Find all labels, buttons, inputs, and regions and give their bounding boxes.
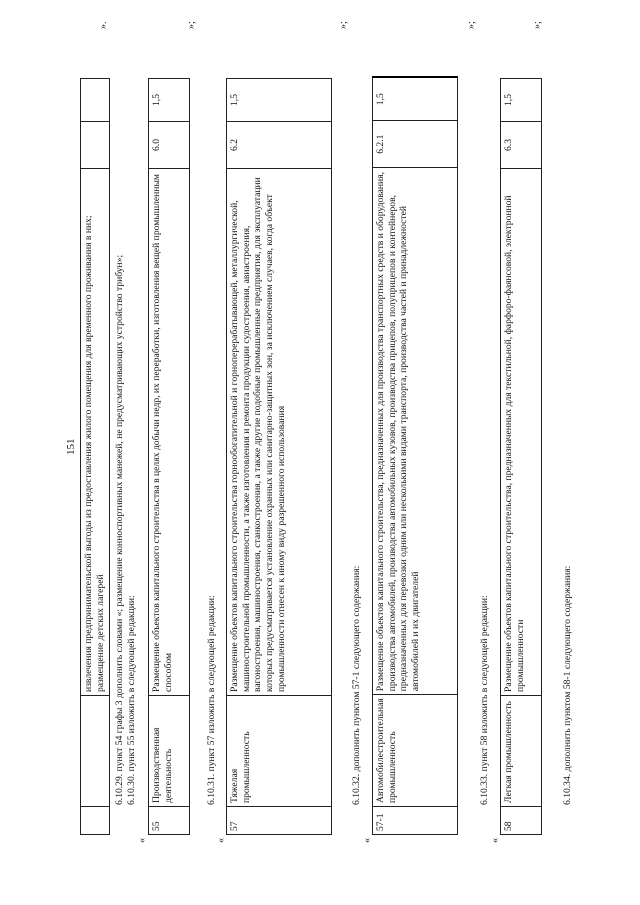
quote-open: « [490, 838, 501, 843]
table-row-57 [226, 78, 332, 835]
cell-code: 6.2 [227, 122, 332, 169]
cell-name-empty [81, 696, 110, 807]
paragraph-6-10-32: 6.10.32. дополнить пунктом 57-1 следующего содержания: [351, 565, 362, 805]
page-number: 151 [65, 438, 77, 455]
table-row [81, 79, 110, 835]
cell-desc: Размещение объектов капитального строительства в целях добычи недр, их переработки, изготовления вещей промышленным способом [149, 169, 190, 696]
table-row [227, 79, 332, 835]
table-row-58 [500, 78, 542, 835]
quote-close: »; [466, 21, 477, 29]
cell-code: 6.3 [501, 122, 542, 169]
cell-value: 1,5 [373, 77, 458, 121]
cell-name: Производственная деятельность [149, 696, 190, 807]
cell-value: 1,5 [227, 79, 332, 122]
cell-value: 1,5 [501, 79, 542, 122]
quote-close: »; [338, 21, 349, 29]
table-row-57-1 [372, 76, 458, 835]
table-row [149, 79, 190, 835]
cell-name: Тяжелая промышленность [227, 696, 332, 807]
quote-close: ». [98, 21, 109, 29]
paragraph-6-10-33: 6.10.33. пункт 58 изложить в следующей редакции: [479, 595, 490, 805]
cell-value-empty [81, 79, 110, 122]
paragraph-6-10-34: 6.10.34. дополнить пунктом 58-1 следующего содержания: [562, 565, 573, 805]
cell-value: 1,5 [149, 79, 190, 122]
cell-num: 58 [501, 807, 542, 835]
quote-close: »; [186, 21, 197, 29]
cell-desc: Размещение объектов капитального строительства, предназначенных для производства транспортных средств и оборудования, производства автомобилей, производства автомобильных кузовов, производства прицепов, полуприцепов и контейнеров, предназначенных для перевозки одним или несколькими видами транспорта, производства частей и принадлежностей автомобилей и их двигателей [373, 168, 458, 695]
quote-open: « [362, 838, 373, 843]
cell-desc: извлечения предпринимательской выгоды из предоставления жилого помещения для временного проживания в них; размещение детских лагерей [81, 169, 110, 696]
table-row [501, 79, 542, 835]
cell-code: 6.0 [149, 122, 190, 169]
quote-close: »; [532, 21, 543, 29]
quote-open: « [216, 838, 227, 843]
cell-num: 57 [227, 807, 332, 835]
paragraph-6-10-31: 6.10.31. пункт 57 изложить в следующей редакции: [206, 595, 217, 805]
paragraph-6-10-29: 6.10.29. пункт 54 графы 3 дополнить словами «; размещение конноспортивных манежей, не предусматривающих устройство трибун»; [114, 254, 125, 805]
paragraph-6-10-30: 6.10.30. пункт 55 изложить в следующей редакции: [126, 595, 137, 805]
quote-open: « [137, 838, 148, 843]
table-row [373, 77, 458, 834]
cell-code: 6.2.1 [373, 121, 458, 168]
table-continuation [80, 78, 110, 835]
table-row-55 [148, 78, 190, 835]
cell-num: 57-1 [373, 807, 458, 835]
cell-name: Легкая промышленность [501, 696, 542, 807]
cell-num: 55 [149, 807, 190, 835]
cell-code-empty [81, 122, 110, 169]
cell-num-empty [81, 807, 110, 835]
cell-desc: Размещение объектов капитального строительства, предназначенных для текстильной, фарфоро-фаянсовой, электронной промышленности [501, 169, 542, 696]
cell-desc: Размещение объектов капитального строительства горнообогатительной и горноперерабатывающей, металлургической, машиностроительной промышленности, а также изготовления и ремонта продукции судостроения, авиастроения, вагоностроения, машиностроения, станкостроения, а также другие подобные промышленные предприятия, для эксплуатации которых предусматривается установление охранных или санитарно-защитных зон, за исключением случаев, когда объект промышленности отнесен к иному виду разрешенного использования [227, 169, 332, 696]
cell-name: Автомобилестроительная промышленность [373, 695, 458, 807]
